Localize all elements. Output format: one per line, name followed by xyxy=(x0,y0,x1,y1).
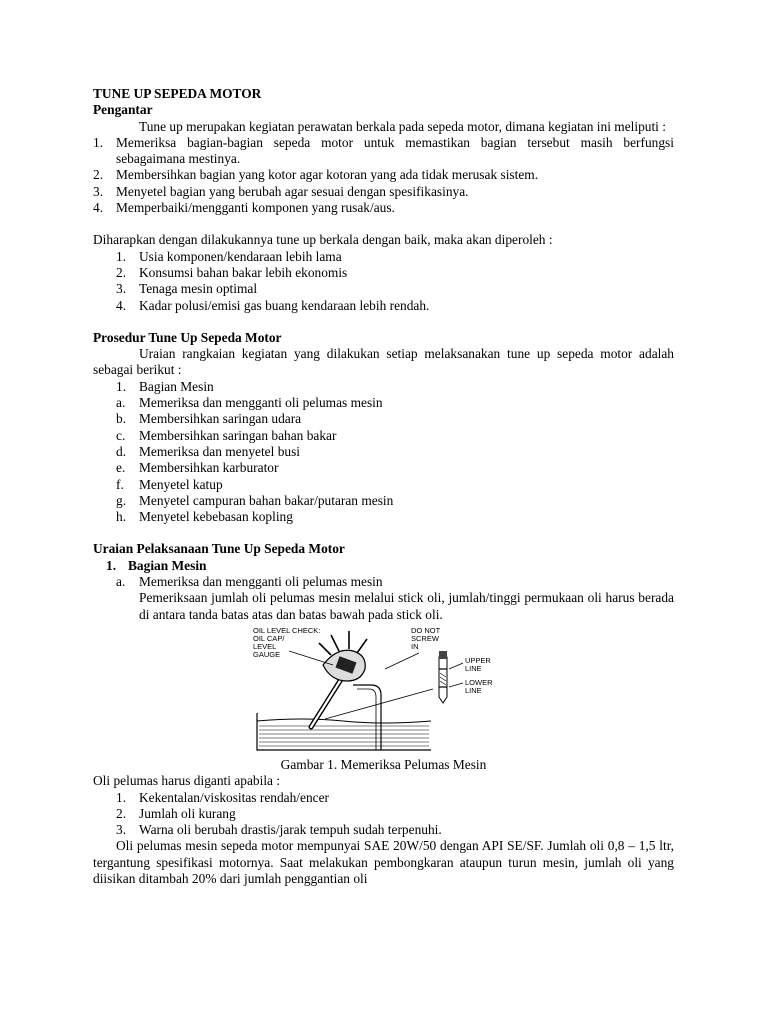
figure-label: OIL CAP/ xyxy=(253,633,285,643)
bagian-mesin-heading: 1. Bagian Mesin xyxy=(106,557,207,573)
list-item: 1. Usia komponen/kendaraan lebih lama xyxy=(116,248,342,264)
list-item: 3. Tenaga mesin optimal xyxy=(116,281,258,297)
oil-check-description: Pemeriksaan jumlah oli pelumas mesin melalui stick oli, jumlah/tinggi permukaan oli harus berada di antara tanda batas atas dan batas bawah pada stick oli. xyxy=(139,590,674,622)
list-item: 3. Warna oli berubah drastis/jarak tempuh sudah terpenuhi. xyxy=(116,822,442,838)
oil-replace-list xyxy=(93,790,674,839)
list-item: 2. Konsumsi bahan bakar lebih ekonomis xyxy=(116,264,348,280)
replace-intro: Oli pelumas harus diganti apabila : xyxy=(93,773,281,789)
list-item: 4. Memperbaiki/mengganti komponen yang rusak/aus. xyxy=(93,200,395,216)
list-item: c. Membersihkan saringan bahan bakar xyxy=(116,427,337,443)
figure-label: LEVEL xyxy=(253,641,277,651)
oil-check-figure xyxy=(93,625,674,753)
expected-results-intro: Diharapkan dengan dilakukannya tune up berkala dengan baik, maka akan diperoleh : xyxy=(93,232,553,248)
figure-label: IN xyxy=(411,641,419,651)
list-item: e. Membersihkan karburator xyxy=(116,460,279,476)
pengantar-heading: Pengantar xyxy=(93,102,153,118)
list-item: 1. Memeriksa bagian-bagian sepeda motor untuk memastikan bagian tersebut masih berfungsi sebagaimana mestinya. xyxy=(93,134,674,167)
figure-label: UPPER xyxy=(465,655,491,665)
list-item: 1. Kekentalan/viskositas rendah/encer xyxy=(116,789,329,805)
figure-caption: Gambar 1. Memeriksa Pelumas Mesin xyxy=(280,756,487,772)
figure-label: LINE xyxy=(465,685,482,695)
pengantar-intro: Tune up merupakan kegiatan perawatan berkala pada sepeda motor, dimana kegiatan ini meliputi : xyxy=(139,118,666,134)
procedure-list xyxy=(93,379,674,526)
list-item: 3. Menyetel bagian yang berubah agar sesuai dengan spesifikasinya. xyxy=(93,183,469,199)
prosedur-heading: Prosedur Tune Up Sepeda Motor xyxy=(93,329,282,345)
figure-label: SCREW xyxy=(411,633,439,643)
benefits-list xyxy=(93,249,674,314)
list-item: h. Menyetel kebebasan kopling xyxy=(116,509,293,525)
figure-label: DO NOT xyxy=(411,625,441,635)
figure-label: LOWER xyxy=(465,677,493,687)
tuneup-activities-list xyxy=(93,135,674,216)
oil-check-item: a. Memeriksa dan mengganti oli pelumas mesin xyxy=(116,574,383,590)
document-title: TUNE UP SEPEDA MOTOR xyxy=(93,86,262,101)
document-body xyxy=(93,86,674,887)
uraian-heading: Uraian Pelaksanaan Tune Up Sepeda Motor xyxy=(93,541,345,557)
list-item: a. Memeriksa dan mengganti oli pelumas mesin xyxy=(116,395,383,411)
prosedur-intro: Uraian rangkaian kegiatan yang dilakukan setiap melaksanakan tune up sepeda motor adalah sebagai berikut : xyxy=(93,346,674,378)
list-item: 1. Bagian Mesin xyxy=(116,378,214,394)
list-item: 2. Membersihkan bagian yang kotor agar kotoran yang ada tidak merusak sistem. xyxy=(93,167,539,183)
oil-level-gauge-illustration xyxy=(253,625,513,753)
figure-label: LINE xyxy=(465,663,482,673)
list-item: 2. Jumlah oli kurang xyxy=(116,805,236,821)
figure-label: GAUGE xyxy=(253,649,281,659)
oil-spec-paragraph: Oli pelumas mesin sepeda motor mempunyai SAE 20W/50 dengan API SE/SF. Jumlah oli 0,8 – 1,5 ltr, tergantung spesifikasi motornya. Saat melakukan pembongkaran ataupun turun mesin, jumlah oli yang diisikan ditambah 20% dari jumlah penggantian oli xyxy=(93,838,674,886)
list-item: b. Membersihkan saringan udara xyxy=(116,411,302,427)
figure-label: OIL LEVEL CHECK: xyxy=(253,625,321,635)
list-item: f. Menyetel katup xyxy=(116,476,223,492)
list-item: g. Menyetel campuran bahan bakar/putaran mesin xyxy=(116,492,394,508)
list-item: 4. Kadar polusi/emisi gas buang kendaraan lebih rendah. xyxy=(116,297,430,313)
list-item: d. Memeriksa dan menyetel busi xyxy=(116,443,301,459)
